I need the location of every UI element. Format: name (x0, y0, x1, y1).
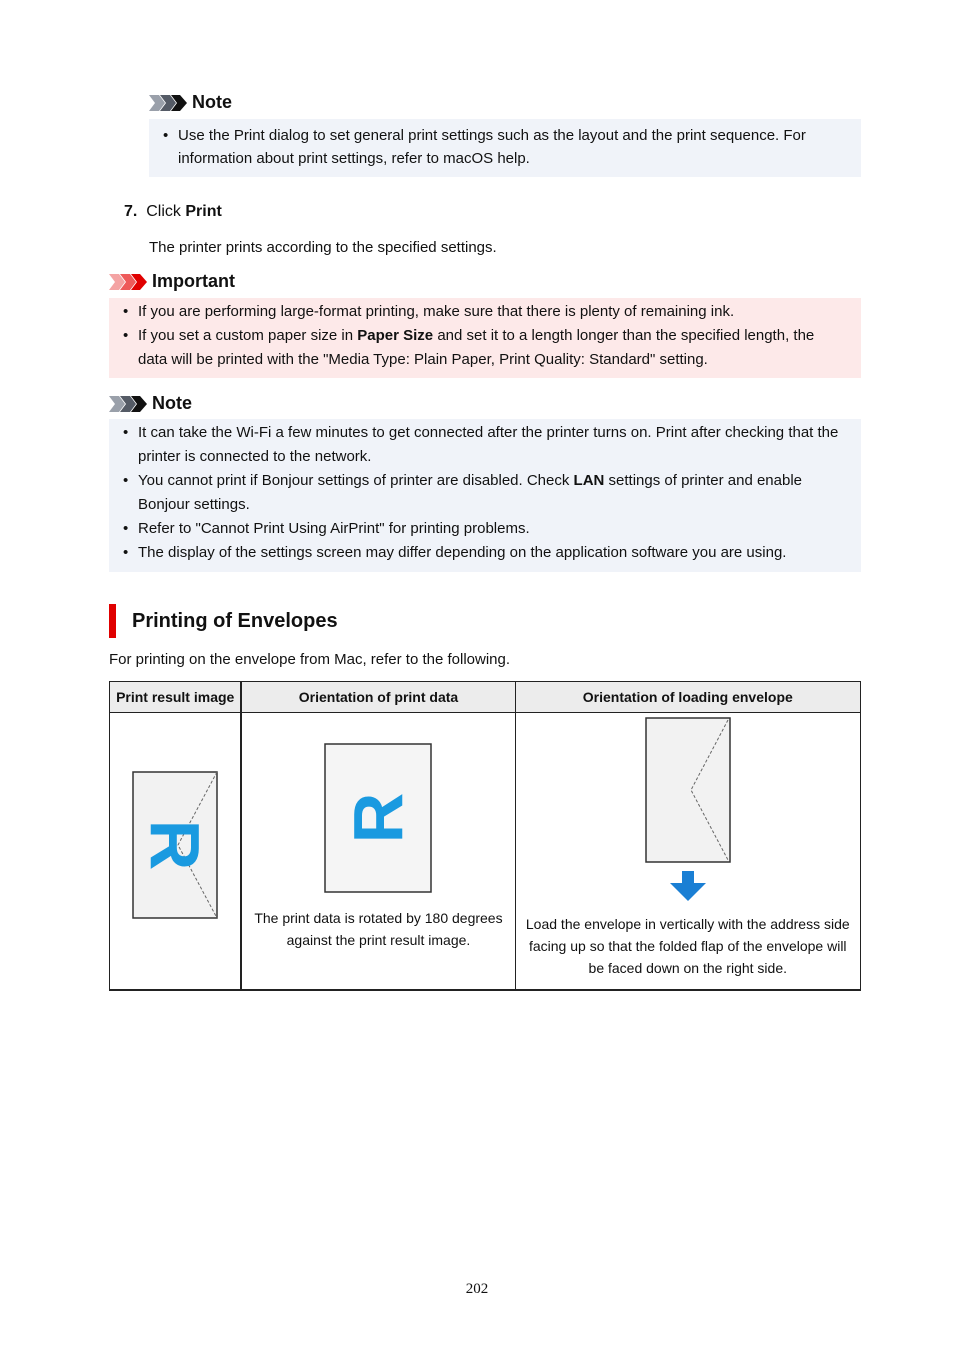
table-header-cell: Orientation of loading envelope (515, 682, 860, 713)
section-accent-bar (109, 604, 116, 638)
list-item: • The display of the settings screen may differ depending on the application software you are using. (109, 541, 861, 565)
envelope-loading-image (645, 717, 731, 863)
section-title-text: Printing of Envelopes (132, 609, 338, 632)
note-heading (149, 92, 232, 113)
section-intro: For printing on the envelope from Mac, refer to the following. (109, 651, 511, 668)
note-chevrons-icon (109, 396, 147, 412)
envelope-table (109, 681, 861, 991)
table-cell-result-image (110, 713, 242, 991)
step-text: Click (146, 203, 186, 220)
important-chevrons-icon (109, 274, 147, 290)
print-data-page-image (324, 743, 432, 893)
important-heading (109, 271, 235, 292)
print-data-caption: The print data is rotated by 180 degrees against the print result image. (254, 910, 503, 948)
page-number: 202 (465, 1281, 489, 1297)
list-item: • If you set a custom paper size in Paper Size and set it to a length longer than the specified length, the data will be printed with the "Media Type: Plain Paper, Print Quality: Standard" setting. (109, 324, 861, 372)
note-box (149, 119, 861, 177)
table-cell-loading (515, 713, 860, 991)
note-box (109, 419, 861, 572)
loading-caption: Load the envelope in vertically with the address side facing up so that the folded flap of the envelope will be faced down on the right side. (525, 916, 850, 976)
list-item: • It can take the Wi-Fi a few minutes to get connected after the printer turns on. Print after checking that the printer is connected to the network. (109, 421, 861, 469)
note-heading-label: Note (152, 393, 192, 413)
table-row (110, 713, 861, 991)
note-heading-label: Note (192, 92, 232, 112)
step-7 (124, 203, 222, 221)
list-item: • Use the Print dialog to set general print settings such as the layout and the print sequence. For information about print settings, refer to macOS help. (149, 124, 861, 170)
list-item: • You cannot print if Bonjour settings of printer are disabled. Check LAN settings of printer and enable Bonjour settings. (109, 469, 861, 517)
section-title (109, 604, 338, 638)
list-item: • Refer to "Cannot Print Using AirPrint" for printing problems. (109, 517, 861, 541)
note-heading (109, 393, 192, 414)
important-heading-label: Important (152, 271, 235, 291)
arrow-down-icon (669, 871, 707, 901)
note-chevrons-icon (149, 95, 187, 111)
important-box (109, 298, 861, 378)
step-description: The printer prints according to the specified settings. (149, 239, 497, 256)
table-header-cell: Orientation of print data (241, 682, 515, 713)
rotated-r-glyph: R (339, 792, 418, 844)
table-header-cell: Print result image (110, 682, 242, 713)
step-bold: Print (185, 203, 222, 220)
envelope-result-image (132, 771, 218, 919)
step-number: 7. (124, 203, 138, 220)
table-cell-print-data (241, 713, 515, 991)
list-item: • If you are performing large-format printing, make sure that there is plenty of remaining ink. (109, 300, 861, 324)
table-header-row (110, 682, 861, 713)
rotated-r-glyph: R (136, 819, 215, 871)
